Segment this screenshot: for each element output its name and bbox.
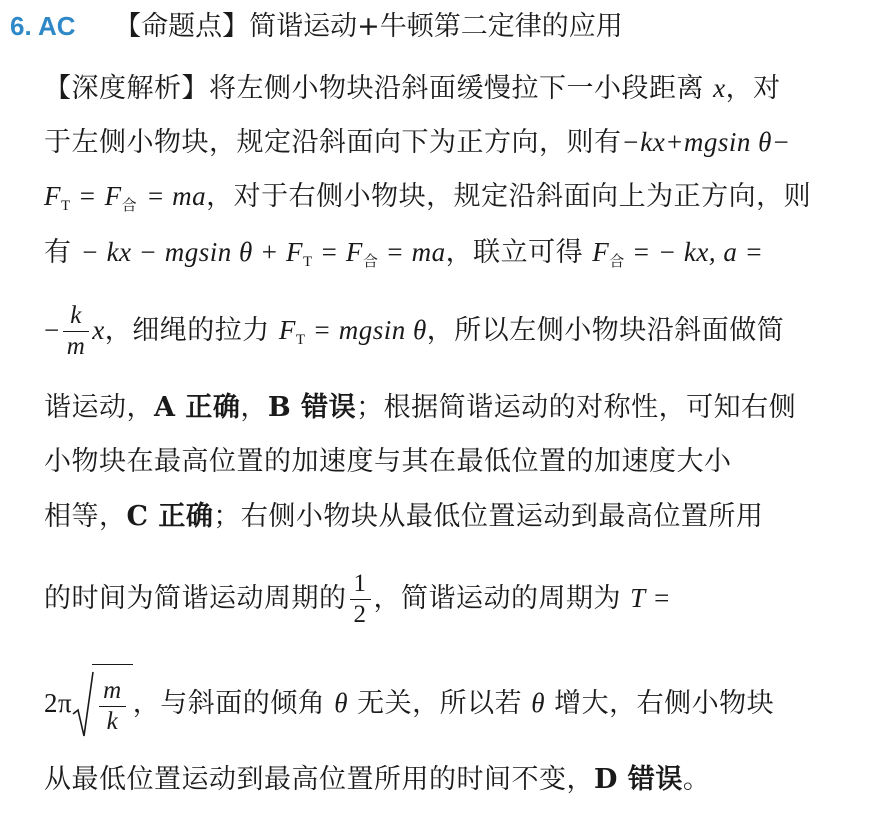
sqrt-numerator: m bbox=[99, 676, 126, 707]
fraction-denominator: m bbox=[66, 333, 86, 360]
answer-d-wrong: D 错误 bbox=[594, 764, 683, 795]
theta-1: θ bbox=[334, 688, 349, 718]
ft-subscript: T bbox=[61, 198, 71, 214]
ft-symbol: F bbox=[44, 181, 61, 211]
line8-text-b: ；右侧小物块从最低位置运动到最高位置所用 bbox=[213, 501, 764, 532]
line2-text: 于左侧小物块，规定沿斜面向下为正方向，则有 bbox=[44, 127, 622, 158]
text-line-9 bbox=[44, 566, 834, 631]
answer-b-wrong: B 错误 bbox=[267, 392, 357, 423]
line10-text-a: ，与斜面的倾角 bbox=[132, 688, 326, 719]
question-header bbox=[10, 6, 623, 47]
text-line-10 bbox=[44, 664, 834, 745]
radical-sign-icon bbox=[72, 670, 94, 740]
line4-sub-d: 合 bbox=[609, 252, 625, 270]
minus-sign: − bbox=[44, 315, 60, 345]
line9-text-a: 的时间为简谐运动周期的 bbox=[44, 583, 347, 614]
line4-sub-b: 合 bbox=[362, 252, 379, 270]
text-line-6 bbox=[44, 388, 834, 428]
line5-text-b: ，所以左侧小物块沿斜面做简 bbox=[426, 315, 785, 346]
topic-title: 【命题点】简谐运动+牛顿第二定律的应用 bbox=[114, 11, 623, 42]
text-line-11 bbox=[44, 760, 834, 800]
eq-ma: = ma bbox=[146, 181, 207, 211]
analysis-tag: 【深度解析】 bbox=[44, 73, 209, 104]
text-line-8 bbox=[44, 497, 834, 537]
line6-text-b: ；根据简谐运动的对称性，可知右侧 bbox=[356, 392, 797, 423]
text-line-3 bbox=[44, 176, 834, 226]
answer-a-correct: A 正确 bbox=[154, 392, 241, 423]
line2-formula: −kx+mgsin θ− bbox=[621, 127, 791, 157]
line3-text: ，对于右侧小物块，规定沿斜面向上为正方向，则 bbox=[206, 181, 812, 212]
eq-sign-1: = bbox=[79, 181, 96, 211]
text-line-1 bbox=[44, 68, 834, 109]
line1-tail: ，对 bbox=[725, 73, 781, 104]
line4-formula-a: − kx − mgsin θ + F bbox=[80, 237, 303, 267]
var-x-2: x bbox=[92, 315, 105, 345]
fraction-one-half bbox=[350, 569, 371, 630]
period-formula: T = bbox=[630, 583, 672, 613]
theta-2: θ bbox=[531, 688, 546, 718]
var-x: x bbox=[713, 73, 726, 103]
line8-text-a: 相等， bbox=[44, 501, 127, 532]
line4-sub-a: T bbox=[302, 254, 313, 270]
text-line-4 bbox=[44, 232, 834, 282]
line5-text-a: ，细绳的拉力 bbox=[104, 315, 270, 346]
half-denominator: 2 bbox=[353, 601, 367, 628]
line6-sep: ， bbox=[240, 392, 268, 423]
answer-c-correct: C 正确 bbox=[126, 501, 214, 532]
line4-text: ，联立可得 bbox=[445, 237, 584, 268]
line10-text-b: 无关，所以若 bbox=[357, 688, 523, 719]
text-line-5 bbox=[44, 298, 834, 372]
fhe-symbol: F bbox=[104, 181, 122, 211]
line6-text-a: 谐运动， bbox=[44, 392, 154, 423]
text-line-2 bbox=[44, 122, 834, 163]
fhe-subscript: 合 bbox=[121, 196, 138, 214]
line4-formula-c: = ma bbox=[378, 237, 446, 267]
line10-text-c: 增大，右侧小物块 bbox=[554, 688, 775, 719]
line4-formula-b: = F bbox=[312, 237, 363, 267]
line1-text: 将左侧小物块沿斜面缓慢拉下一小段距离 bbox=[209, 73, 704, 104]
fraction-numerator: k bbox=[63, 301, 90, 332]
fraction-k-over-m bbox=[63, 301, 90, 362]
tension-formula: = mgsin θ bbox=[305, 315, 427, 345]
line11-end: 。 bbox=[682, 764, 711, 795]
tension-subscript: T bbox=[295, 332, 306, 348]
tension-symbol: F bbox=[278, 315, 296, 345]
line11-text: 从最低位置运动到最高位置所用的时间不变， bbox=[44, 764, 594, 795]
sqrt-fraction bbox=[99, 676, 126, 737]
sqrt-denominator: k bbox=[106, 708, 119, 735]
line7-text: 小物块在最高位置的加速度与其在最低位置的加速度大小 bbox=[44, 446, 732, 477]
text-line-7 bbox=[44, 442, 834, 482]
line4-formula-e: = − kx, a = bbox=[624, 237, 764, 267]
half-numerator: 1 bbox=[350, 569, 371, 600]
line4-lead: 有 bbox=[44, 237, 72, 268]
line4-formula-d: F bbox=[592, 237, 610, 267]
question-number: 6. AC bbox=[10, 11, 76, 41]
sqrt-m-over-k bbox=[72, 664, 133, 745]
line9-text-b: ，简谐运动的周期为 bbox=[373, 583, 621, 614]
two-pi: 2π bbox=[44, 688, 73, 718]
